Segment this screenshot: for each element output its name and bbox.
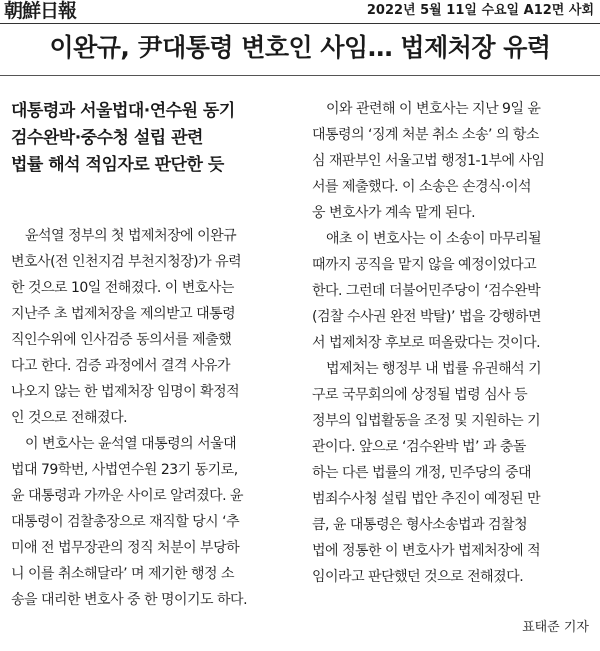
text-line: 법대 79학번, 사법연수원 23기 동기로, — [11, 462, 238, 478]
text-line: 다고 한다. 검증 과정에서 결격 사유가 — [11, 358, 231, 374]
text-line: 심 재판부인 서울고법 행정1-1부에 사임 — [312, 153, 545, 169]
text-line: (검찰 수사권 완전 박탈)’ 법을 강행하면 — [312, 309, 541, 325]
article-paragraph — [312, 356, 594, 590]
text-line: 구로 국무회의에 상정될 법령 심사 등 — [312, 387, 528, 403]
text-line: 하는 다른 법률의 개정, 민주당의 중대 — [312, 465, 532, 481]
article-paragraph — [11, 431, 296, 613]
text-line: 서를 제출했다. 이 소송은 손경식·이석 — [312, 179, 532, 195]
text-line: 법제처는 행정부 내 법률 유권해석 기 — [326, 361, 542, 377]
text-line: 관이다. 앞으로 ‘검수완박 법’ 과 충돌 — [312, 439, 526, 455]
article-paragraph — [312, 226, 594, 356]
text-line: 서 법제처장 후보로 떠올랐다는 것이다. — [312, 335, 541, 351]
text-line: 니 이를 취소해달라’ 며 제기한 행정 소 — [11, 566, 235, 582]
text-line: 인 것으로 전해졌다. — [11, 410, 128, 426]
text-line: 윤석열 정부의 첫 법제처장에 이완규 — [25, 228, 237, 244]
text-line: 직인수위에 인사검증 동의서를 제출했 — [11, 332, 232, 348]
text-line: 대통령의 ‘징계 처분 취소 소송’ 의 항소 — [312, 127, 539, 143]
text-line: 큼, 윤 대통령은 형사소송법과 검찰청 — [312, 517, 528, 533]
article-subheadline — [11, 98, 296, 179]
text-line: 법에 정통한 이 변호사가 법제처장에 적 — [312, 543, 541, 559]
text-line: 한 것으로 10일 전해졌다. 이 변호사는 — [11, 280, 234, 296]
text-line: 지난주 초 법제처장을 제의받고 대통령 — [11, 306, 236, 322]
text-line: 웅 변호사가 계속 맡게 된다. — [312, 205, 476, 221]
subheadline-line: 대통령과 서울법대·연수원 동기 — [11, 101, 235, 121]
text-line: 애초 이 변호사는 이 소송이 마무리될 — [326, 231, 542, 247]
text-line: 이 변호사는 윤석열 대통령의 서울대 — [25, 436, 237, 452]
text-line: 이와 관련해 이 변호사는 지난 9일 윤 — [326, 101, 541, 117]
article-paragraph — [11, 223, 296, 431]
text-line: 때까지 공직을 맡지 않을 예정이었다고 — [312, 257, 537, 273]
text-line: 윤 대통령과 가까운 사이로 알려졌다. 윤 — [11, 488, 244, 504]
text-line: 나오지 않는 한 법제처장 임명이 확정적 — [11, 384, 240, 400]
text-line: 한다. 그런데 더불어민주당이 ‘검수완박 — [312, 283, 541, 299]
article-byline: 표태준 기자 — [522, 620, 589, 635]
subheadline-line: 검수완박·중수청 설립 관련 — [11, 128, 203, 148]
subheadline-line: 법률 해석 적임자로 판단한 듯 — [11, 155, 224, 175]
header-divider — [0, 23, 600, 24]
page-header — [0, 0, 600, 22]
headline-divider — [0, 75, 600, 76]
text-line: 정부의 입법활동을 조정 및 지원하는 기 — [312, 413, 541, 429]
text-line: 임이라고 판단했던 것으로 전해졌다. — [312, 569, 524, 585]
newspaper-masthead: 朝鮮日報 — [4, 0, 77, 22]
text-line: 송을 대리한 변호사 중 한 명이기도 하다. — [11, 592, 248, 608]
text-line: 미애 전 법무장관의 정직 처분이 부당하 — [11, 540, 240, 556]
article-headline: 이완규, 尹대통령 변호인 사임… 법제처장 유력 — [49, 33, 551, 62]
publication-dateline: 2022년 5월 11일 수요일 A12면 사회 — [366, 3, 594, 18]
article-column-left — [11, 96, 296, 613]
text-line: 대통령이 검찰총장으로 재직할 당시 ‘추 — [11, 514, 240, 530]
article-column-right — [312, 96, 594, 590]
text-line: 변호사(전 인천지검 부천지청장)가 유력 — [11, 254, 242, 270]
text-line: 범죄수사청 설립 법안 추진이 예정된 만 — [312, 491, 541, 507]
article-paragraph — [312, 96, 594, 226]
